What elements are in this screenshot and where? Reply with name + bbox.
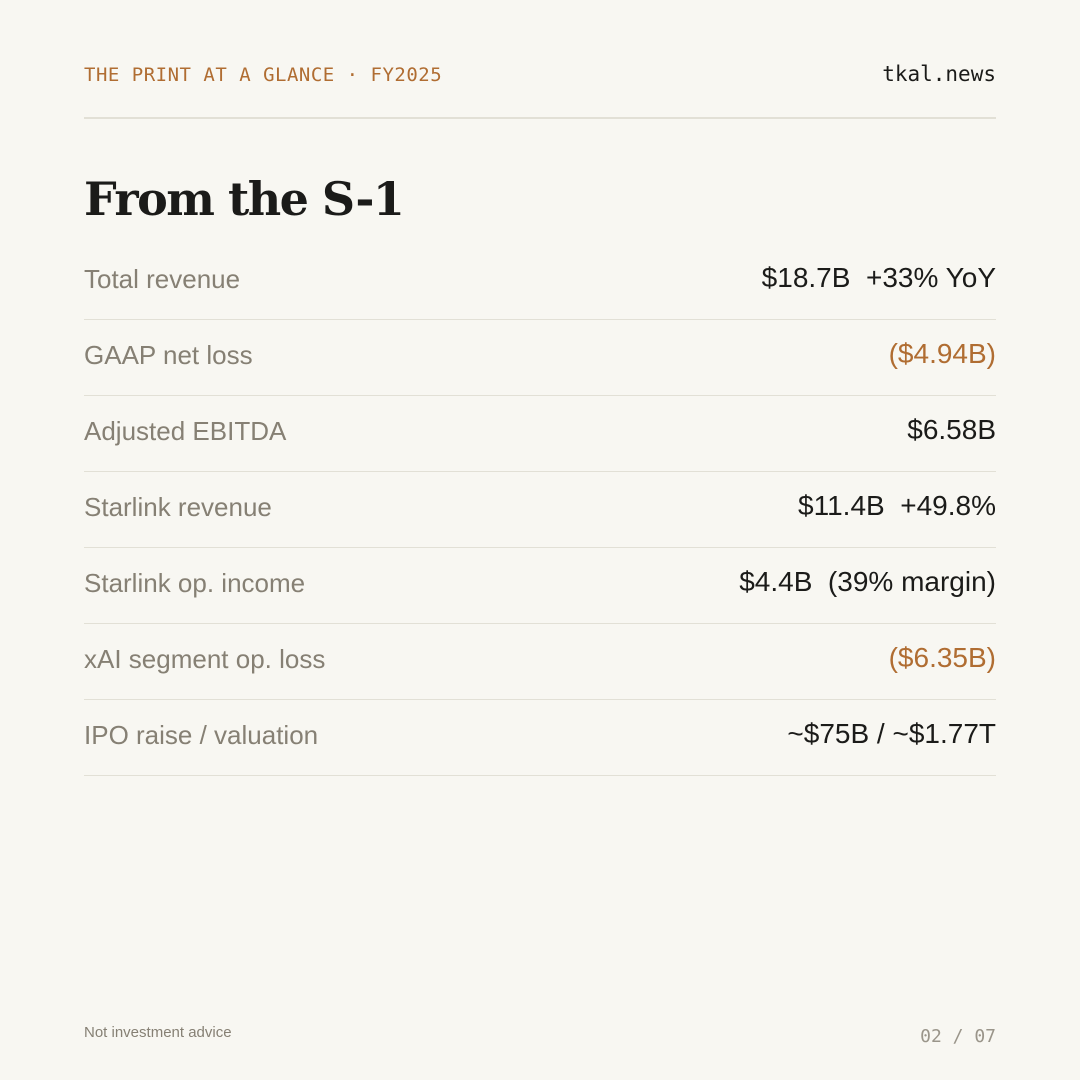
- metric-row-total-revenue: [84, 244, 996, 320]
- metric-value: $18.7B +33% YoY: [761, 262, 996, 293]
- metric-label: Adjusted EBITDA: [84, 416, 287, 446]
- metric-value: $6.58B: [907, 414, 996, 445]
- metric-value: ($4.94B): [888, 338, 996, 369]
- metric-label: xAI segment op. loss: [84, 644, 326, 674]
- metric-row-xai-segment-op-loss: [84, 624, 996, 700]
- metric-label: Starlink op. income: [84, 568, 306, 598]
- metric-row-starlink-revenue: [84, 472, 996, 548]
- metrics-table: [84, 244, 996, 776]
- metric-value: ~$75B / ~$1.77T: [787, 718, 996, 749]
- page-indicator: 02 / 07: [920, 1026, 996, 1047]
- metric-row-gaap-net-loss: [84, 320, 996, 396]
- metric-value: $4.4B (39% margin): [739, 566, 996, 597]
- metric-row-ipo-raise-valuation: [84, 700, 996, 776]
- disclaimer: Not investment advice: [84, 1024, 232, 1041]
- brand-name: tkal.news: [882, 62, 996, 86]
- metric-row-starlink-op-income: [84, 548, 996, 624]
- metric-label: GAAP net loss: [84, 340, 253, 370]
- metric-label: Starlink revenue: [84, 492, 272, 522]
- metric-label: Total revenue: [84, 264, 241, 294]
- header: [84, 60, 996, 119]
- metric-label: IPO raise / valuation: [84, 720, 319, 750]
- metric-row-adjusted-ebitda: [84, 396, 996, 472]
- metric-value: ($6.35B): [888, 642, 996, 673]
- section-kicker: THE PRINT AT A GLANCE · FY2025: [84, 64, 443, 86]
- metric-value: $11.4B +49.8%: [798, 490, 996, 521]
- page-title: From the S-1: [84, 172, 404, 226]
